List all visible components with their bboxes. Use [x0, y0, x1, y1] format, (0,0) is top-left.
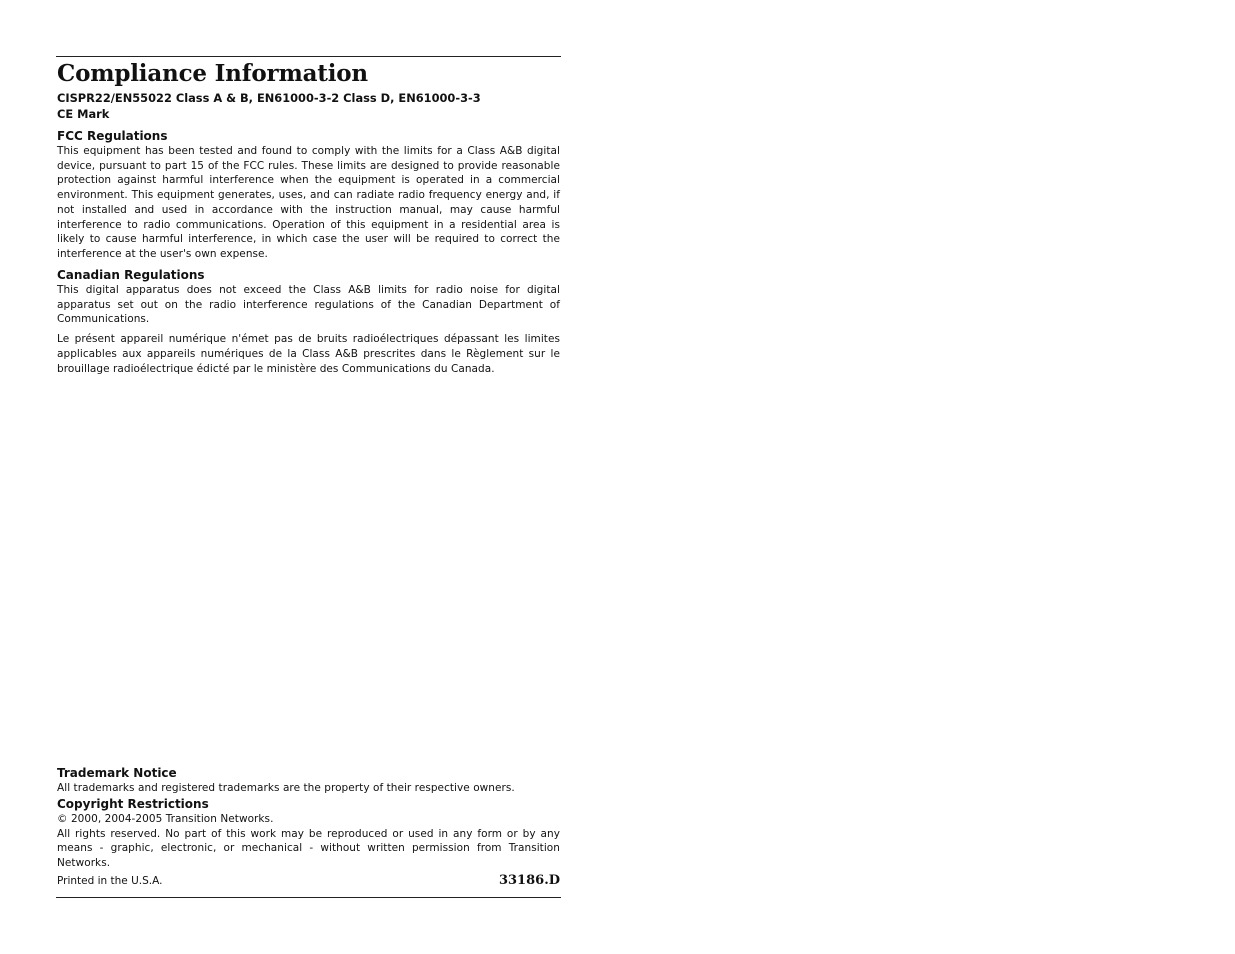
document-number: 33186.D — [498, 873, 560, 888]
canadian-section — [57, 267, 560, 376]
fcc-heading: FCC Regulations — [57, 129, 168, 143]
bottom-rule — [56, 897, 561, 898]
copyright-year-line: © 2000, 2004-2005 Transition Networks. — [57, 813, 274, 825]
copyright-paragraph: All rights reserved. No part of this work may be reproduced or used in any form or by any means - graphic, electronic, or mechanical - without written permission from Transition Networks. — [57, 827, 560, 870]
standards-list — [57, 91, 560, 122]
document-page — [56, 56, 561, 898]
fcc-paragraph: This equipment has been tested and found to comply with the limits for a Class A&B digital device, pursuant to part 15 of the FCC rules. These limits are designed to provide reasonable protection against harmful interference when the equipment is operated in a commercial environment. This equipment generates, uses, and can radiate radio frequency energy and, if not installed and used in accordance with the instruction manual, may cause harmful interference to radio communications. Operation of this equipment in a residential area is likely to cause harmful interference, in which case the user will be required to correct the interference at the user's own expense. — [57, 145, 560, 260]
copyright-heading: Copyright Restrictions — [57, 797, 209, 811]
ce-mark-line: CE Mark — [57, 106, 110, 121]
footer — [57, 872, 560, 890]
printed-in-label: Printed in the U.S.A. — [57, 875, 163, 887]
trademark-paragraph: All trademarks and registered trademarks are the property of their respective owners. — [57, 782, 515, 794]
standards-line: CISPR22/EN55022 Class A & B, EN61000-3-2 Class D, EN61000-3-3 — [57, 91, 481, 105]
trademark-heading: Trademark Notice — [57, 766, 177, 780]
fcc-section — [57, 128, 560, 262]
canadian-heading: Canadian Regulations — [57, 268, 205, 282]
page-title: Compliance Information — [57, 60, 368, 87]
trademark-section — [57, 765, 560, 796]
canadian-paragraph-french: Le présent appareil numérique n'émet pas de bruits radioélectriques dépassant les limites applicables aux appareils numériques de la Class A&B prescrites dans le Règlement sur le brouillage radioélectrique édicté par le ministère des Communications du Canada. — [57, 333, 560, 375]
copyright-section — [57, 796, 560, 871]
canadian-paragraph-english: This digital apparatus does not exceed the Class A&B limits for radio noise for digital apparatus set out on the radio interference regulations of the Canadian Department of Communications. — [57, 284, 560, 326]
top-rule — [56, 56, 561, 57]
